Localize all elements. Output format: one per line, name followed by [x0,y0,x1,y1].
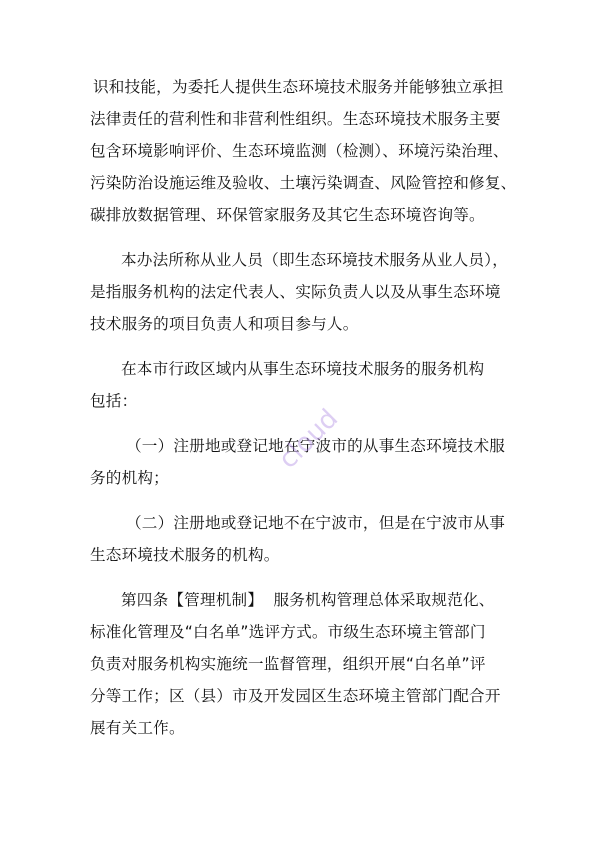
text-line: 污染防治设施运维及验收、土壤污染调查、风险管控和修复、 [90,174,517,192]
text-line: 包括： [90,392,138,410]
text-line: 标准化管理及“白名单”选评方式。市级生态环境主管部门 [90,623,486,641]
text-line: 在本市行政区域内从事生态环境技术服务的服务机构 [121,360,485,378]
text-line: （一）注册地或登记地在宁波市的从事生态环境技术服 [126,437,506,455]
text-line: 生态环境技术服务的机构。 [90,546,280,564]
text-line: 是指服务机构的法定代表人、实际负责人以及从事生态环境 [90,283,501,301]
text-line: 务的机构； [90,469,169,487]
text-line: 负责对服务机构实施统一监督管理，组织开展“白名单”评 [90,655,486,673]
watermark-text: cloud [273,403,345,475]
text-line: 展有关工作。 [90,719,185,737]
text-line: 第四条【管理机制】 服务机构管理总体采取规范化、 [121,591,495,609]
text-line: 本办法所称从业人员（即生态环境技术服务从业人员）， [121,251,509,269]
text-line: 分等工作；区（县）市及开发园区生态环境主管部门配合开 [90,687,501,705]
text-line: 技术服务的项目负责人和项目参与人。 [90,315,359,333]
text-line: 识和技能，为委托人提供生态环境技术服务并能够独立承担 [93,78,504,96]
text-line: （二）注册地或登记地不在宁波市，但是在宁波市从事 [126,514,506,532]
text-line: 法律责任的营利性和非营利性组织。生态环境技术服务主要 [90,110,501,128]
text-line: 包含环境影响评价、生态环境监测（检测）、环境污染治理、 [90,142,509,160]
text-line: 碳排放数据管理、环保管家服务及其它生态环境咨询等。 [90,206,485,224]
